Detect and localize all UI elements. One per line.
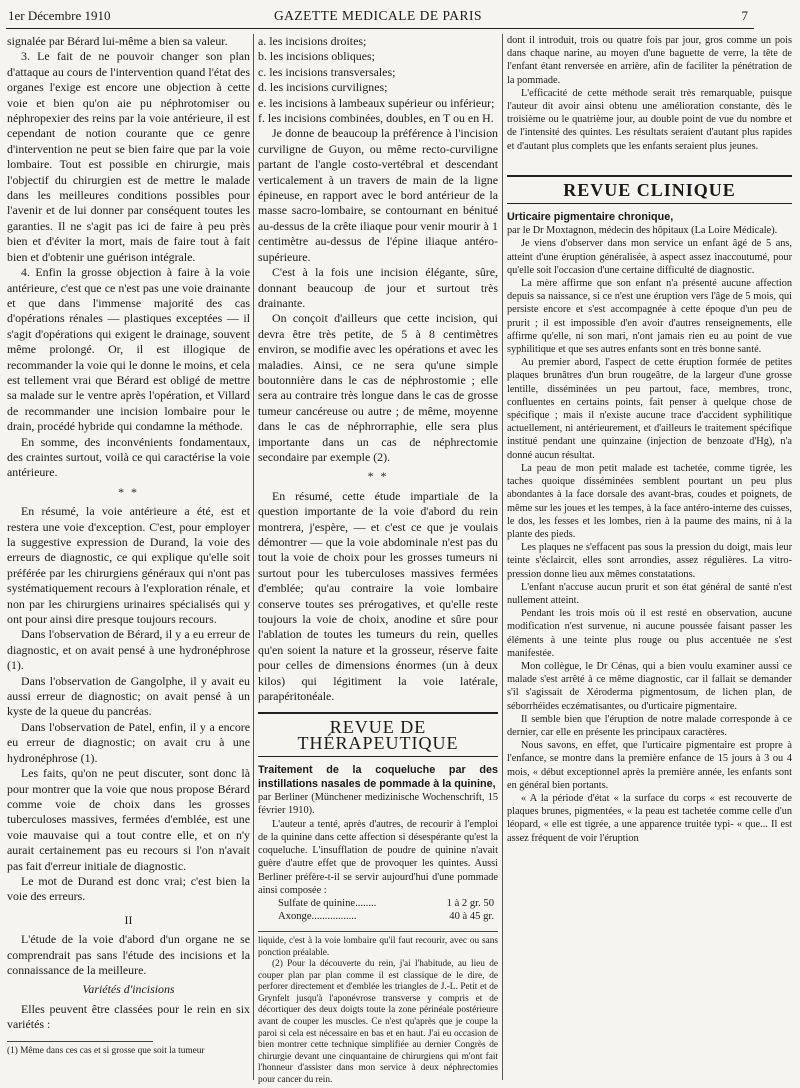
incision-list [258, 34, 498, 126]
subheading: Variétés d'incisions [82, 982, 175, 997]
paragraph: « A la période d'état « la surface du corps « est recouverte de plaques brunes, pigmentées, « la peau est tachetée comme celle d'un léopard, « elle est tigrée, a une apparence truitée typi- « que... Il est assez fréquent de voir l'éruption [507, 792, 792, 844]
column-1 [7, 34, 250, 1088]
paragraph: En résumé, cette étude impartiale de la question importante de la voie d'abord du rein montrera, j'espère, — et c'est ce que je voulais démontrer — que la voie abdominale n'est pas du tout la voie de choix pour les grosses tumeurs ni surtout pour les tuberculoses massives fermées d'emblée; qu'au contraire la voie lombaire conserve toutes ses prérogatives, et qu'elle reste toujours la voie de choix, anodine et sûre pour l'ablation de toutes les tumeurs du rein, quelles qu'en soient la nature et la grosseur, réserve faite pour celles de dimensions énormes (un à deux kilos) qui légitiment la voie latérale, parapéritonéale. [258, 488, 498, 704]
article-title: Urticaire pigmentaire chronique, [507, 211, 674, 224]
paragraph: Elles peuvent être classées pour le rein en six variétés : [7, 1001, 250, 1032]
list-item: a. les incisions droites; [258, 34, 367, 48]
formula-quantity: 1 à 2 gr. 50 [446, 897, 494, 909]
paragraph: Au premier abord, l'aspect de cette éruption formée de petites plaques brunâtres d'un brun rougeâtre, de la largeur d'une grosse lentille, disséminées un peu partout, face, membres, tronc, confluentes en certains points, fait penser à quelque chose de spécifique ; mais il n'existe aucune trace d'accident syphilitique actuellement, ni antérieurement, et d'ailleurs le traitement spécifique institué pendant une quinzaine (injection de benzoate d'Hg), n'a donné aucun résultat. [507, 357, 792, 461]
article-title: Traitement de la coqueluche par des instillations nasales de pommade à la quinine, [258, 764, 498, 791]
rubric-box [507, 175, 792, 204]
paragraph: 3. Le fait de ne pouvoir changer son plan d'attaque au cours de l'intervention quand l'état des organes l'exige est encore une objection à cette voie et bien qu'on aie pu néphrotomiser ou néphropexier des reins par la voie antérieure, il est cependant de notion courante que ce genre d'intervention ne peut se bien faire que par la voie lombaire. Tout est possible en chirurgie, mais l'objectif du chirurgien est de mettre le malade dans les meilleures conditions possibles pour l'avenir et de lui donner par conséquent toutes les garanties. Il ne s'agit pas ici de faire à peu près bien et d'éviter la mort, mais de faire tout à fait bien et d'obtenir une guérison intégrale. [7, 49, 250, 264]
paragraph: 4. Enfin la grosse objection à faire à la voie antérieure, c'est que ce n'est pas une voie drainante et que dans l'immense majorité des cas d'opérations rénales — plastiques exceptées — il s'agit d'opérations qui exigent le drainage, souvent même prolongé. Or, il est illogique de recommander la voie qui le donne le moins, et cela est tellement vrai que Bérard est obligé de mettre sa malade sur le ventre après l'opération, et Villard de recommander une incision lombaire pour le drain, procédé hybride qui condamne la méthode. [7, 265, 250, 434]
paragraph: L'auteur a tenté, après d'autres, de recourir à l'emploi de la quinine dans cette affection si désespérante qu'est la coqueluche. L'insufflation de poudre de quinine n'avait guère d'autre effet que de provoquer les quintes. Aussi Berliner préfère-t-il se servir aujourd'hui d'une pommade ainsi composée : [258, 818, 498, 896]
paragraph: La peau de mon petit malade est tachetée, comme tigrée, les taches quoique disséminées semblent pourtant un peu plus abondantes à la face dorsale des avant-bras, coudes et poignets, de même sur les joues et les tempes, à la face antéro-interne des cuisses, le dos, les fesses et les lombes, rien à la paume des mains, ni à la plante des pieds. [507, 462, 792, 540]
paragraph: En somme, des inconvénients fondamentaux, des craintes surtout, voilà ce qui caractérise la voie antérieure. [7, 434, 250, 480]
footnote-rule [258, 931, 498, 932]
rubric-box [258, 712, 498, 757]
paragraph: L'efficacité de cette méthode serait très remarquable, puisque l'auteur dit avoir ainsi obtenu une amélioration constante, dès le troisième ou le quatrième jour, au double point de vue du nombre et de l'intensité des quintes. Les résultats seraient d'autant plus rapides et d'autant plus complets que les enfants seraient plus jeunes. [507, 87, 792, 152]
article-source: par Berliner (Münchener medizinische Wochenschrift, 15 février 1910). [258, 792, 498, 817]
journal-title: GAZETTE MEDICALE DE PARIS [273, 8, 483, 23]
paragraph: signalée par Bérard lui-même a bien sa valeur. [7, 34, 228, 48]
footnote: (1) Même dans ces cas et si grosse que soit la tumeur [7, 1045, 205, 1056]
paragraph: Nous savons, en effet, que l'urticaire pigmentaire est propre à l'enfance, se montre dans la première enfance de 15 jours à 3 ou 4 mois, « début exceptionnel après la première année, les enfants sont en général bien portants. [507, 740, 792, 791]
header-date: 1er Décembre 1910 [8, 8, 111, 23]
paragraph: On conçoit d'ailleurs que cette incision, qui devra être très petite, de 5 à 8 centimètres environ, se modifie avec les opérations et avec les maladies. Ainsi, ce ne sera qu'une simple boutonnière dans le cas de néphrostomie ; elle sera au contraire très longue dans le cas de grosse tumeur cancéreuse ou autre ; de même, moyenne dans le cas de néphrorraphie, elle sera plus importante dans un cas de néphrectomie secondaire par exemple (2). [258, 311, 498, 464]
running-header [8, 8, 748, 26]
formula-line [258, 910, 498, 923]
paragraph: Les plaques ne s'effacent pas sous la pression du doigt, mais leur teinte s'éclaircit, elles sont arrondies, assez régulières. La vitro-pression donne lieu aux mêmes constatations. [507, 542, 792, 580]
page-number: 7 [741, 8, 748, 23]
paragraph: Le mot de Durand est donc vrai; c'est bien la voie des erreurs. [7, 873, 250, 904]
paragraph: Pendant les trois mois où il est resté en observation, aucune modification n'est survenue, ni aucune poussée faisant passer les éléments à une teinte plus rouge ou plus accentuée ne s'est manifestée. [507, 608, 792, 659]
paragraph: Dans l'observation de Gangolphe, il y avait eu aussi erreur de diagnostic; on avait pensé à un kyste de la queue du pancréas. [7, 673, 250, 719]
paragraph: Je donne de beaucoup la préférence à l'incision curviligne de Guyon, ou même recto-curviligne partant de l'angle costo-vertébral et descendant verticalement à un travers de main de la ligne épineuse, en rapport avec le bord antérieur de la masse sacro-lombaire, se contournant en bénitué au-dessus de la crête iliaque pour venir mourir à 1 centimètre au-dessus de l'épine iliaque antéro-supérieure. [258, 126, 498, 264]
formula-ingredient: Axonge................. [278, 910, 357, 922]
footnote-rule [7, 1041, 153, 1042]
section-number: II [124, 912, 133, 927]
paragraph: La mère affirme que son enfant n'a présenté aucune affection depuis sa naissance, si ce n'est une éruption vers l'âge de 5 mois, qui persiste encore et s'est accompagnée à cette époque d'un peu de prurit ; il est impossible d'en avoir d'autres renseignements, elle affirme qu'elle, ni son mari, n'ont jamais rien eu au point de vue syphilitique et que ses autres enfants sont en très bonne santé. [507, 278, 792, 356]
list-item: c. les incisions transversales; [258, 64, 396, 79]
paragraph: L'enfant n'accuse aucun prurit et son état général de santé n'est nullement atteint. [507, 581, 792, 606]
paragraph: dont il introduit, trois ou quatre fois par jour, gros comme un pois dans chaque narine, au moyen d'une baguette de verre, la tête de l'enfant étant renversée en arrière, afin de faciliter la pénétration de la pommade. [507, 35, 792, 86]
paragraph: Mon collègue, le Dr Cénas, qui a bien voulu examiner aussi ce malade s'est arrêté à ce même diagnostic, car il fallait se demander s'il s'agissait de Xéroderma pigmentosum, de lichen plan, de séborrhéides eczématisantes, ou d'urticaire pigmentaire. [507, 660, 792, 712]
paragraph: Dans l'observation de Patel, enfin, il y a encore eu erreur de diagnostic; on avait cru à une hydronéphrose (1). [7, 719, 250, 765]
list-item: b. les incisions obliques; [258, 49, 375, 64]
paragraph: En résumé, la voie antérieure a été, est et restera une voie d'exception. C'est, pour employer la suggestive expression de Durand, la voie des erreurs de diagnostic, ce qui explique qu'elle soit préférée par les chirurgiens généraux qui n'ont pas systématiquement recours à l'exploration rénale, et non par les chirurgiens urinaires spécialisés qui y ont pour ainsi dire presque toujours recours. [7, 504, 250, 627]
rubric-title: REVUE DE THÉRAPEUTIQUE [297, 717, 459, 753]
paragraph: Dans l'observation de Bérard, il y a eu erreur de diagnostic, et on avait pensé à une hydronéphrose (1). [7, 627, 250, 673]
column-3 [507, 34, 792, 1088]
list-item: f. les incisions combinées, doubles, en T ou en H. [258, 111, 494, 126]
list-item: e. les incisions à lambeaux supérieur ou inférieur; [258, 95, 495, 110]
list-item: d. les incisions curvilignes; [258, 80, 388, 95]
column-divider-2 [502, 34, 503, 1080]
paragraph: Les faits, qu'on ne peut discuter, sont donc là pour montrer que la voie que nous propose Bérard comme voie de choix dans les grosses tuberculoses massives, fermées d'emblée, est une voie mauvaise qui a tout contre elle, et on n'y aurait certainement pas eu recours si l'on n'avait pas fait d'erreur initiale de diagnostic. [7, 766, 250, 873]
paragraph: Il semble bien que l'éruption de notre malade corresponde à ce dernier, car elle en présente les principaux caractères. [507, 713, 792, 738]
section-stars: * * [118, 484, 139, 499]
article-source: par le Dr Moxtagnon, médecin des hôpitaux (La Loire Médicale). [507, 225, 778, 237]
formula-quantity: 40 à 45 gr. [449, 910, 494, 922]
rubric-title: REVUE CLINIQUE [563, 179, 736, 200]
paragraph: Je viens d'observer dans mon service un enfant âgé de 5 ans, atteint d'une éruption généralisée, à aspect assez inaccoutumé, pour qu'elle soit l'occasion d'une certaine difficulté de diagnostic. [507, 238, 792, 276]
header-rule [6, 28, 754, 29]
formula-ingredient: Sulfate de quinine........ [278, 897, 377, 909]
paragraph: C'est à la fois une incision élégante, sûre, donnant beaucoup de jour et surtout très drainante. [258, 265, 498, 310]
section-stars: * * [367, 469, 389, 484]
column-2 [258, 34, 498, 1088]
paragraph: L'étude de la voie d'abord d'un organe ne se comprendrait pas sans l'étude des incisions et la connaissance de la meilleure. [7, 932, 250, 977]
column-divider-1 [253, 34, 254, 1080]
formula-line [258, 897, 498, 910]
footnote: liquide, c'est à la voie lombaire qu'il faut recourir, avec ou sans ponction préalable. [258, 935, 498, 958]
footnote: (2) Pour la découverte du rein, j'ai l'habitude, au lieu de couper plan par plan comme il est classique de le dire, de perforer directement et d'emblée les triangles de J.-L. Petit et de Grynfelt jusqu'à l'aponévrose transverse y compris et de décortiquer des deux doigts toute la zone périnéale postérieure avant de couper les muscles. Ce n'est qu'après que je coupe la paroi si cela est nécessaire en bas et en haut. J'ai eu occasion de bien montrer cette technique simplifiée au dernier Congrès de chirurgie devant une cinquantaine de chirurgiens qui m'ont fait l'honneur d'assister dans mon service à deux néphrectomies pour cancer du rein. [258, 959, 498, 1086]
